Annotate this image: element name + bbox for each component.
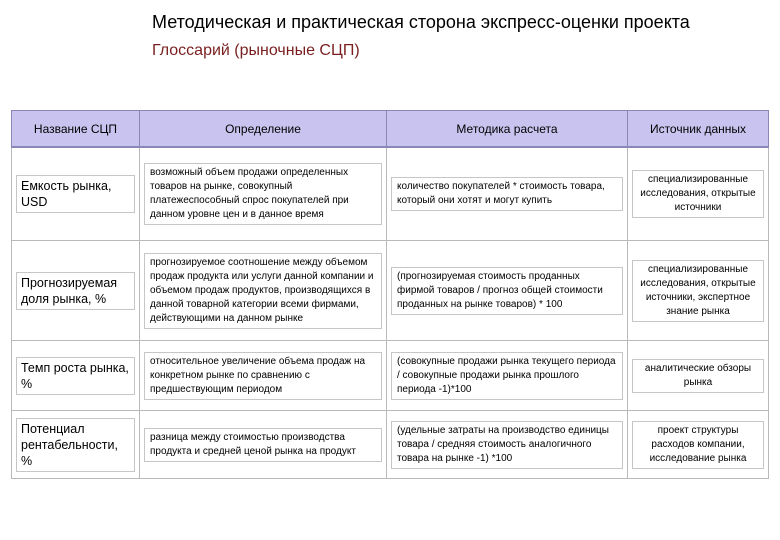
- row-source: специализированные исследования, открытые источники: [632, 170, 764, 218]
- column-header-definition: Определение: [140, 111, 387, 148]
- row-name: Емкость рынка, USD: [16, 175, 135, 213]
- row-method: (прогнозируемая стоимость проданных фирмой товаров / прогноз общей стоимости проданных на рынке товаров) * 100: [391, 267, 623, 315]
- row-definition: разница между стоимостью производства продукта и средней ценой рынка на продукт: [144, 428, 382, 462]
- table-header-row: [12, 111, 769, 148]
- column-header-method: Методика расчета: [387, 111, 628, 148]
- table-row: [12, 341, 769, 411]
- row-name: Прогнозируемая доля рынка, %: [16, 272, 135, 310]
- row-name: Потенциал рентабельности, %: [16, 418, 135, 472]
- row-definition: относительное увеличение объема продаж на конкретном рынке по сравнению с предшествующим периодом: [144, 352, 382, 400]
- row-source: проект структуры расходов компании, исследование рынка: [632, 421, 764, 469]
- page-subtitle: Глоссарий (рыночные СЦП): [152, 42, 360, 59]
- row-source: аналитические обзоры рынка: [632, 359, 764, 393]
- table-row: [12, 147, 769, 241]
- column-header-name: Название СЦП: [12, 111, 140, 148]
- row-method: (совокупные продажи рынка текущего периода / совокупные продажи рынка прошлого периода -1)*100: [391, 352, 623, 400]
- row-method: количество покупателей * стоимость товара, который они хотят и могут купить: [391, 177, 623, 211]
- glossary-table: [11, 110, 769, 479]
- column-header-source: Источник данных: [628, 111, 769, 148]
- row-definition: прогнозируемое соотношение между объемом продаж продукта или услуги данной компании и объемом продаж продуктов, производящихся в данной товарной категории всеми фирмами, действующими на данном рынке: [144, 253, 382, 329]
- row-source: специализированные исследования, открытые источники, экспертное знание рынка: [632, 260, 764, 322]
- table-row: [12, 241, 769, 341]
- row-method: (удельные затраты на производство единицы товара / средняя стоимость аналогичного товара на рынке -1) *100: [391, 421, 623, 469]
- row-definition: возможный объем продажи определенных товаров на рынке, совокупный платежеспособный спрос покупателей при данном уровне цен и в данное время: [144, 163, 382, 225]
- row-name: Темп роста рынка, %: [16, 357, 135, 395]
- page-title: Методическая и практическая сторона экспресс-оценки проекта: [152, 12, 690, 32]
- table-row: [12, 411, 769, 479]
